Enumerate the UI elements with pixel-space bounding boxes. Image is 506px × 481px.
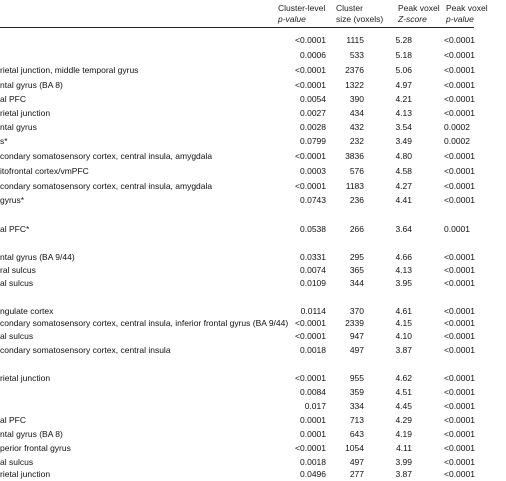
cell-region: rietal junction — [0, 469, 51, 479]
cell-size: 277 — [349, 469, 364, 479]
table-row — [0, 120, 474, 134]
cell-size: 643 — [349, 429, 364, 439]
table-row — [0, 33, 474, 47]
table-row — [0, 343, 474, 357]
header-cluster-size-line1: Cluster — [336, 3, 363, 13]
cell-clp: 0.017 — [304, 401, 326, 411]
cell-z: 4.97 — [395, 80, 412, 90]
cell-size: 713 — [349, 415, 364, 425]
cell-z: 3.95 — [395, 278, 412, 288]
cell-clp: 0.0743 — [300, 195, 326, 205]
cell-z: 4.27 — [395, 181, 412, 191]
cell-z: 3.64 — [395, 224, 412, 234]
cell-region: ntal gyrus — [0, 122, 37, 132]
cell-z: 4.13 — [395, 265, 412, 275]
table-row — [0, 222, 474, 236]
cell-z: 4.29 — [395, 415, 412, 425]
cell-pv: <0.0001 — [444, 35, 475, 45]
cell-z: 4.13 — [395, 108, 412, 118]
header-rule — [0, 27, 474, 28]
cell-region: al sulcus — [0, 457, 34, 467]
cell-clp: <0.0001 — [295, 65, 326, 75]
cell-pv: <0.0001 — [444, 469, 475, 479]
cell-z: 4.15 — [395, 318, 412, 328]
cell-size: 344 — [349, 278, 364, 288]
cell-size: 232 — [349, 136, 364, 146]
cell-pv: <0.0001 — [444, 278, 475, 288]
cell-clp: <0.0001 — [295, 35, 326, 45]
cell-region: ntal gyrus (BA 9/44) — [0, 252, 75, 262]
cell-clp: <0.0001 — [295, 373, 326, 383]
cell-pv: <0.0001 — [444, 94, 475, 104]
header-peak-z-line1: Peak voxel — [398, 3, 440, 13]
cell-pv: <0.0001 — [444, 108, 475, 118]
table-row — [0, 106, 474, 120]
table-row — [0, 441, 474, 455]
cell-pv: <0.0001 — [444, 345, 475, 355]
cell-z: 4.51 — [395, 387, 412, 397]
table-row — [0, 179, 474, 193]
cell-region: s* — [0, 136, 8, 146]
cell-size: 497 — [349, 345, 364, 355]
cell-size: 295 — [349, 252, 364, 262]
cell-pv: 0.0002 — [444, 122, 470, 132]
cell-pv: <0.0001 — [444, 331, 475, 341]
cell-region: al PFC — [0, 415, 26, 425]
header-peak-z-line2: Z-score — [398, 13, 427, 24]
cell-pv: <0.0001 — [444, 181, 475, 191]
header-cluster-size — [336, 3, 402, 24]
cell-clp: 0.0054 — [300, 94, 326, 104]
cell-region: rietal junction — [0, 373, 51, 383]
cell-clp: 0.0084 — [300, 387, 326, 397]
table-row — [0, 413, 474, 427]
cell-clp: 0.0331 — [300, 252, 326, 262]
table-row — [0, 207, 474, 221]
cell-size: 334 — [349, 401, 364, 411]
cell-region: perior frontal gyrus — [0, 443, 71, 453]
header-peak-p-line1: Peak voxel — [446, 3, 488, 13]
cell-region: gyrus* — [0, 195, 25, 205]
table-row — [0, 48, 474, 62]
table-row — [0, 134, 474, 148]
cell-size: 3836 — [345, 151, 364, 161]
cell-clp: 0.0001 — [300, 429, 326, 439]
cell-region: ngulate cortex — [0, 306, 54, 316]
cell-pv: <0.0001 — [444, 373, 475, 383]
cell-region: condary somatosensory cortex, central insula, amygdala — [0, 181, 213, 191]
cell-clp: 0.0109 — [300, 278, 326, 288]
table-row — [0, 92, 474, 106]
cell-region: rietal junction, middle temporal gyrus — [0, 65, 139, 75]
cell-pv: <0.0001 — [444, 429, 475, 439]
cell-clp: 0.0018 — [300, 345, 326, 355]
cell-pv: <0.0001 — [444, 415, 475, 425]
cell-pv: <0.0001 — [444, 50, 475, 60]
table-row — [0, 78, 474, 92]
cell-z: 3.87 — [395, 345, 412, 355]
cell-clp: 0.0114 — [300, 306, 326, 316]
cell-size: 390 — [349, 94, 364, 104]
cell-pv: <0.0001 — [444, 443, 475, 453]
cell-region: condary somatosensory cortex, central insula, inferior frontal gyrus (BA 9/44) — [0, 318, 289, 328]
cell-pv: <0.0001 — [444, 306, 475, 316]
cell-clp: 0.0001 — [300, 415, 326, 425]
cell-z: 3.99 — [395, 457, 412, 467]
cell-size: 576 — [349, 166, 364, 176]
cell-pv: <0.0001 — [444, 457, 475, 467]
cell-z: 4.62 — [395, 373, 412, 383]
header-cluster-level-p-line2: p-value — [278, 13, 306, 24]
cell-z: 5.06 — [395, 65, 412, 75]
cell-z: 3.87 — [395, 469, 412, 479]
cell-size: 434 — [349, 108, 364, 118]
cell-size: 1183 — [345, 181, 364, 191]
cell-region: ntal gyrus (BA 8) — [0, 80, 63, 90]
cell-region: al PFC* — [0, 224, 30, 234]
table-row — [0, 329, 474, 343]
cell-z: 4.66 — [395, 252, 412, 262]
table-row — [0, 371, 474, 385]
cell-size: 359 — [349, 387, 364, 397]
cell-clp: 0.0799 — [300, 136, 326, 146]
header-cluster-level-p-line1: Cluster-level — [278, 3, 326, 13]
cell-z: 4.11 — [396, 443, 412, 453]
cell-z: 5.28 — [395, 35, 412, 45]
cell-clp: <0.0001 — [295, 331, 326, 341]
cell-z: 4.61 — [395, 306, 412, 316]
header-peak-p-line2: p-value — [446, 13, 474, 24]
table-row — [0, 385, 474, 399]
cell-size: 1115 — [346, 35, 364, 45]
cell-pv: 0.0002 — [444, 136, 470, 146]
cell-size: 266 — [349, 224, 364, 234]
header-peak-p — [446, 3, 506, 24]
cell-region: ral sulcus — [0, 265, 36, 275]
cell-pv: <0.0001 — [444, 195, 475, 205]
cell-region: condary somatosensory cortex, central insula, amygdala — [0, 151, 213, 161]
cell-clp: 0.0074 — [300, 265, 326, 275]
cell-size: 365 — [349, 265, 364, 275]
cell-clp: 0.0496 — [300, 469, 326, 479]
cell-z: 5.18 — [395, 50, 412, 60]
cell-clp: <0.0001 — [295, 181, 326, 191]
cell-size: 2339 — [345, 318, 364, 328]
cell-z: 4.19 — [395, 429, 412, 439]
cell-size: 533 — [349, 50, 364, 60]
cell-z: 4.41 — [395, 195, 412, 205]
cell-pv: 0.0001 — [444, 224, 470, 234]
header-cluster-size-line2: size (voxels) — [336, 13, 384, 24]
cell-pv: <0.0001 — [444, 401, 475, 411]
cell-region: al PFC — [0, 94, 26, 104]
cell-z: 4.80 — [395, 151, 412, 161]
header-peak-z — [398, 3, 448, 24]
cell-z: 4.58 — [395, 166, 412, 176]
cell-clp: 0.0538 — [300, 224, 326, 234]
cell-z: 3.54 — [395, 122, 412, 132]
cell-z: 4.10 — [395, 331, 412, 341]
cell-region: al sulcus — [0, 331, 34, 341]
table-row — [0, 193, 474, 207]
cell-clp: 0.0003 — [300, 166, 326, 176]
cell-pv: <0.0001 — [444, 252, 475, 262]
table-row — [0, 250, 474, 264]
table-row — [0, 289, 474, 303]
cell-pv: <0.0001 — [444, 151, 475, 161]
cell-clp: <0.0001 — [295, 318, 326, 328]
cell-pv: <0.0001 — [444, 65, 475, 75]
cell-clp: <0.0001 — [295, 80, 326, 90]
cell-size: 1054 — [345, 443, 364, 453]
cell-size: 236 — [349, 195, 364, 205]
cell-region: rietal junction — [0, 108, 51, 118]
cell-size: 1322 — [345, 80, 364, 90]
table-row — [0, 149, 474, 163]
table-row — [0, 276, 474, 290]
cell-z: 4.45 — [395, 401, 412, 411]
header-cluster-level-p — [278, 3, 338, 24]
cell-region: condary somatosensory cortex, central insula — [0, 345, 171, 355]
cell-region: itofrontal cortex/vmPFC — [0, 166, 89, 176]
cell-pv: <0.0001 — [444, 387, 475, 397]
cell-clp: 0.0028 — [300, 122, 326, 132]
table-row — [0, 427, 474, 441]
cell-pv: <0.0001 — [444, 318, 475, 328]
cell-clp: <0.0001 — [295, 443, 326, 453]
cell-clp: 0.0018 — [300, 457, 326, 467]
table-row — [0, 164, 474, 178]
table-row — [0, 263, 474, 277]
cell-clp: <0.0001 — [295, 151, 326, 161]
table-row — [0, 467, 474, 481]
table-row — [0, 63, 474, 77]
table-row — [0, 399, 474, 413]
cell-z: 3.49 — [395, 136, 412, 146]
cell-pv: <0.0001 — [444, 80, 475, 90]
table-row — [0, 236, 474, 250]
cell-size: 2376 — [345, 65, 364, 75]
cell-size: 497 — [349, 457, 364, 467]
cell-pv: <0.0001 — [444, 166, 475, 176]
cell-region: ntal gyrus (BA 8) — [0, 429, 63, 439]
cell-clp: 0.0006 — [300, 50, 326, 60]
table-row — [0, 316, 474, 330]
cell-size: 432 — [349, 122, 364, 132]
cell-z: 4.21 — [395, 94, 412, 104]
cell-region: al sulcus — [0, 278, 34, 288]
cell-size: 947 — [349, 331, 364, 341]
cell-pv: <0.0001 — [444, 265, 475, 275]
table-row — [0, 357, 474, 371]
cell-size: 370 — [349, 306, 364, 316]
cell-clp: 0.0027 — [300, 108, 326, 118]
cell-size: 955 — [349, 373, 364, 383]
